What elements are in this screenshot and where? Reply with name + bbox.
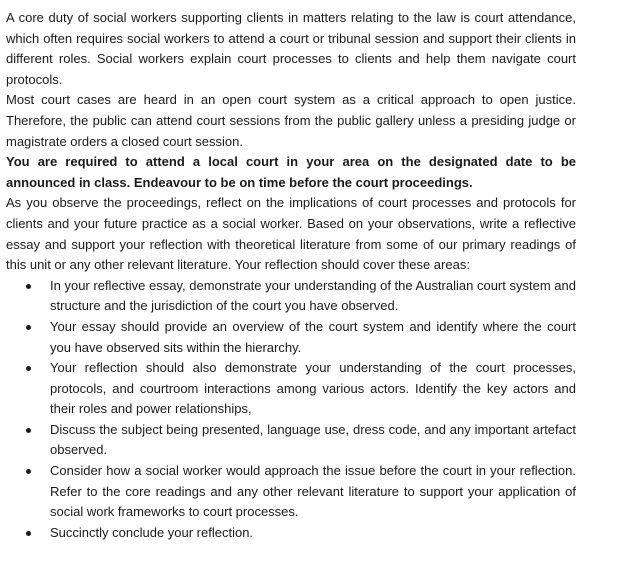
paragraph-attendance-requirement: You are required to attend a local court in your area on the designated date to be announced in class. Endeavour to be on time before the court proceedings. — [6, 154, 576, 190]
list-item-text: Consider how a social worker would approach the issue before the court in your reflection. Refer to the core readings and any other relevant literature to support your application of social work frameworks to court processes. — [50, 463, 576, 520]
paragraph-reflection-instructions: As you observe the proceedings, reflect on the implications of court processes and protocols for clients and your future practice as a social worker. Based on your observations, write a reflective essay and support your reflection with theoretical literature from some of our primary readings of this unit or any other relevant literature. Your reflection should cover these areas: — [6, 195, 576, 273]
list-item — [50, 523, 576, 544]
list-item — [50, 276, 576, 317]
list-item — [50, 317, 576, 358]
bullet-icon — [26, 366, 31, 371]
list-item — [50, 420, 576, 461]
bullet-icon — [26, 531, 31, 536]
list-item — [50, 358, 576, 420]
bullet-icon — [26, 325, 31, 330]
paragraph-court-duty: A core duty of social workers supporting clients in matters relating to the law is court attendance, which often requires social workers to attend a court or tribunal session and support their clients in different roles. Social workers explain court processes to clients and help them navigate court protocols. — [6, 10, 576, 87]
reflection-areas-list — [6, 276, 576, 544]
list-item-text: In your reflective essay, demonstrate your understanding of the Australian court system and structure and the jurisdiction of the court you have observed. — [50, 277, 576, 314]
list-item-text: Your reflection should also demonstrate your understanding of the court processes, protocols, and courtroom interactions among various actors. Identify the key actors and their roles and power relationships, — [50, 360, 576, 417]
paragraph-open-court: Most court cases are heard in an open court system as a critical approach to open justice. Therefore, the public can attend court sessions from the public gallery unless a presiding judge or magistrate orders a closed court session. — [6, 92, 576, 149]
document-body — [6, 8, 576, 543]
bullet-icon — [26, 428, 31, 433]
bullet-icon — [26, 469, 31, 474]
list-item — [50, 461, 576, 523]
list-item-text: Your essay should provide an overview of the court system and identify where the court you have observed sits within the hierarchy. — [50, 318, 576, 355]
list-item-text: Succinctly conclude your reflection. — [50, 524, 254, 540]
bullet-icon — [26, 284, 31, 289]
list-item-text: Discuss the subject being presented, language use, dress code, and any important artefact observed. — [50, 421, 576, 458]
